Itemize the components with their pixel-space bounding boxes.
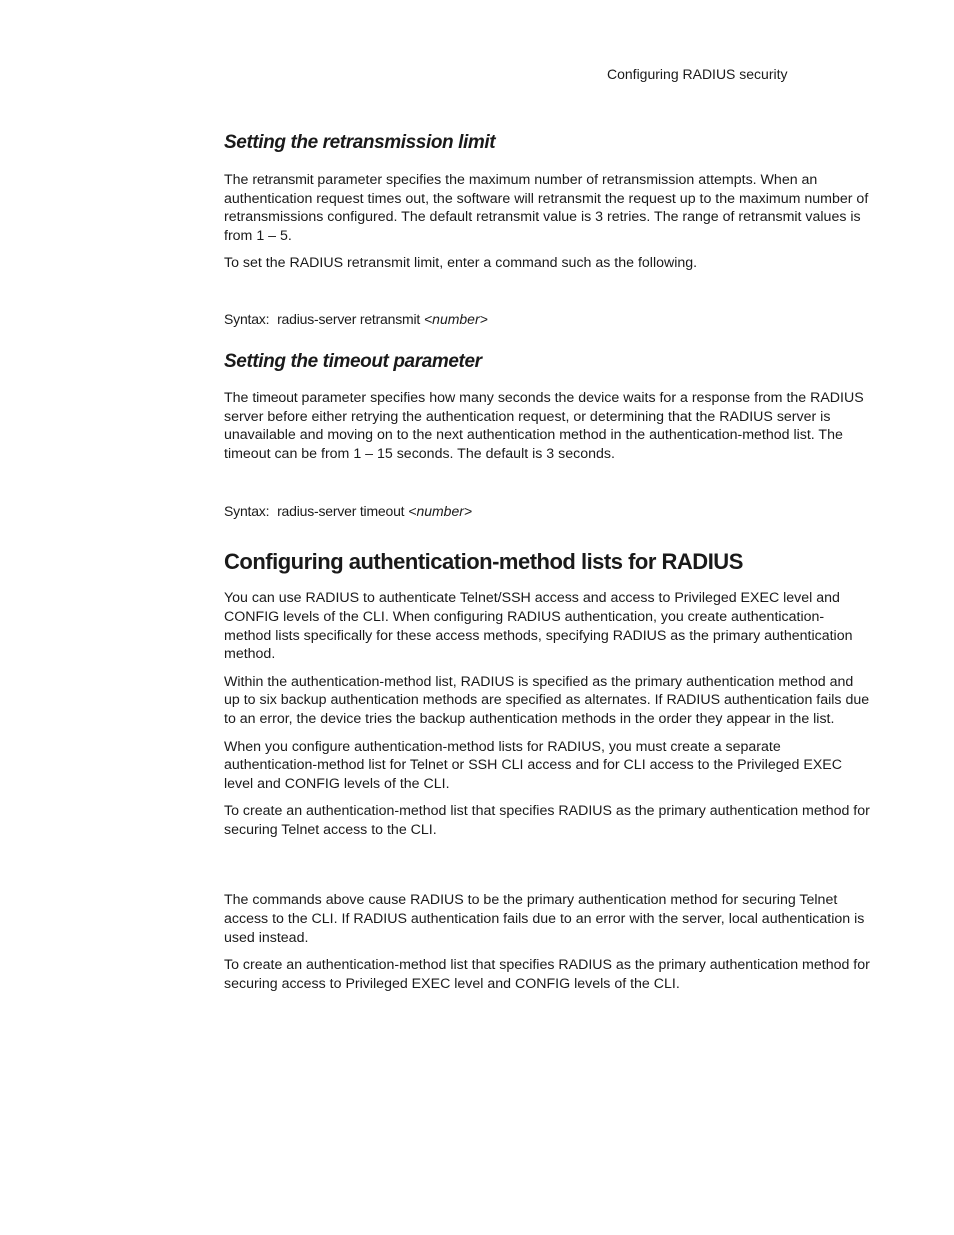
syntax-command: radius-server timeout xyxy=(277,503,405,520)
method-lists-telnet-instruction: To create an authentication-method list that specifies RADIUS as the primary authentication method for securing Telnet access to the CLI. xyxy=(224,803,870,838)
syntax-label: Syntax: xyxy=(224,310,270,327)
syntax-argument: <number> xyxy=(408,503,473,520)
text-fragment: parameter specifies the maximum number of retransmission attempts. When an authentication request times out, the software will retransmit the request up to the maximum number of retransmissions configured. The default retransmit value is 3 retries. The range of retransmit values is from 1 – 5. xyxy=(224,172,869,244)
retransmit-instruction: To set the RADIUS retransmit limit, enter a command such as the following. xyxy=(224,255,698,272)
text-fragment: The xyxy=(224,389,253,406)
timeout-description xyxy=(224,389,870,463)
text-fragment: The xyxy=(224,172,253,188)
keyword-timeout: timeout xyxy=(252,389,298,406)
syntax-command: radius-server retransmit xyxy=(277,310,421,327)
method-lists-telnet-result: The commands above cause RADIUS to be the primary authentication method for securing Telnet access to the CLI. If RADIUS authentication fails due to an error with the server, local authentication is used instead. xyxy=(224,892,865,946)
heading-method-lists: Configuring authentication-method lists for RADIUS xyxy=(224,549,743,575)
heading-retransmission-limit: Setting the retransmission limit xyxy=(224,132,496,153)
syntax-label: Syntax: xyxy=(224,503,270,520)
syntax-timeout xyxy=(224,502,870,520)
retransmit-description xyxy=(224,171,870,245)
method-lists-exec-instruction: To create an authentication-method list that specifies RADIUS as the primary authentication method for securing access to Privileged EXEC level and CONFIG levels of the CLI. xyxy=(224,957,870,992)
running-header: Configuring RADIUS security xyxy=(607,66,788,82)
method-lists-intro: You can use RADIUS to authenticate Telnet/SSH access and access to Privileged EXEC level and CONFIG levels of the CLI. When configuring RADIUS authentication, you create authentication-method lists specifically for these access methods, specifying RADIUS as the primary authentication method. xyxy=(224,590,853,663)
syntax-retransmit xyxy=(224,310,870,328)
method-lists-separate: When you configure authentication-method lists for RADIUS, you must create a separate authentication-method list for Telnet or SSH CLI access and for CLI access to the Privileged EXEC level and CONFIG levels of the CLI. xyxy=(224,738,842,792)
text-fragment: parameter specifies how many seconds the device waits for a response from the RADIUS server before either retrying the authentication request, or determining that the RADIUS server is unavailable and moving on to the next authentication method in the authentication-method list. The timeout can be from 1 – 15 seconds. The default is 3 seconds. xyxy=(224,389,864,462)
syntax-argument: <number> xyxy=(423,310,488,327)
page-body xyxy=(224,130,870,993)
keyword-retransmit: retransmit xyxy=(252,172,314,188)
method-lists-backup: Within the authentication-method list, RADIUS is specified as the primary authentication method and up to six backup authentication methods are specified as alternates. If RADIUS authentication fails due to an error, the device tries the backup authentication methods in the order they appear in the list. xyxy=(224,673,870,727)
heading-timeout-parameter: Setting the timeout parameter xyxy=(224,350,482,372)
